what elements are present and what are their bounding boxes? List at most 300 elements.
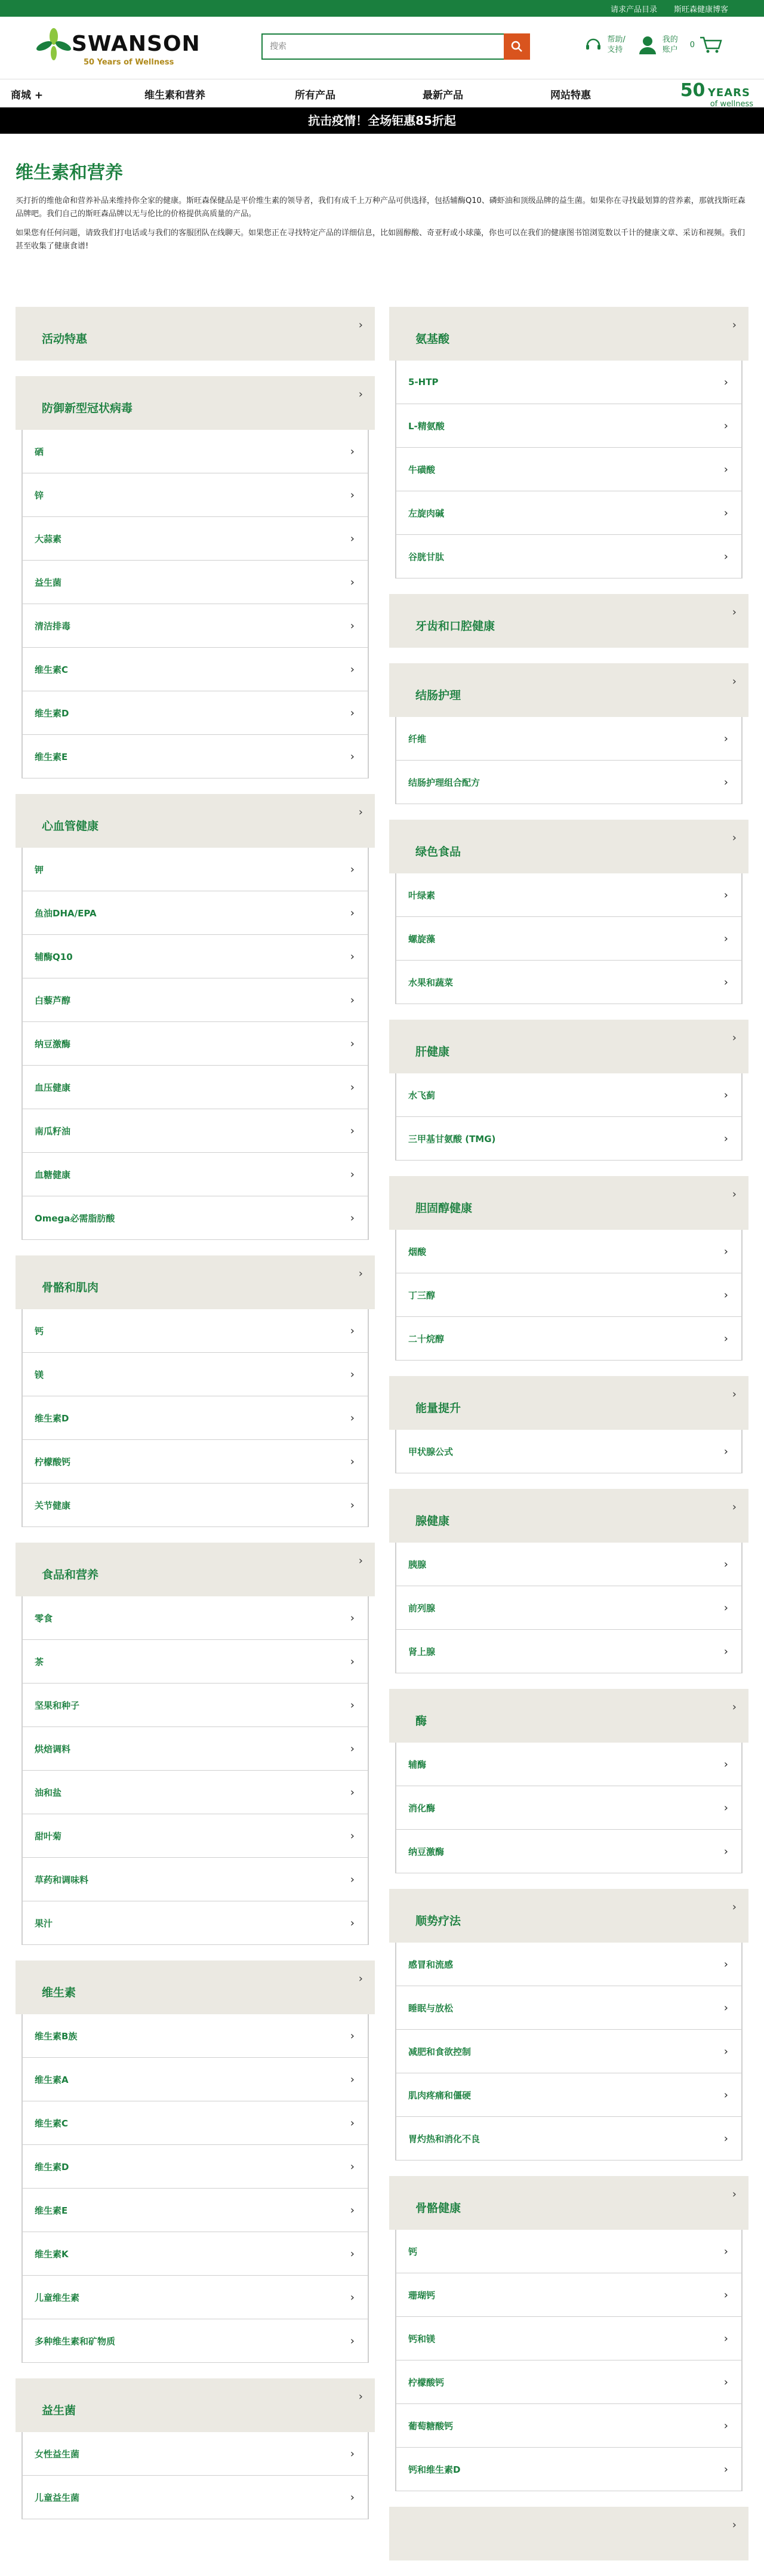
chevron-right-icon: ›: [723, 1558, 728, 1571]
subcategory-label: 辅酶Q10: [35, 951, 73, 962]
subcategory-label: 5-HTP: [408, 377, 439, 387]
chevron-right-icon: ›: [732, 832, 737, 844]
category-header[interactable]: [16, 307, 375, 361]
account-link[interactable]: [637, 35, 678, 55]
right-column: [389, 307, 748, 2576]
subcategory-label: 丁三醇: [408, 1289, 436, 1301]
chevron-right-icon: ›: [350, 1411, 355, 1424]
chevron-right-icon: ›: [350, 532, 355, 545]
subcategory-label: 珊瑚钙: [408, 2289, 436, 2301]
subcategory-label: 维生素E: [35, 751, 68, 762]
chevron-right-icon: ›: [350, 993, 355, 1007]
category-card: [389, 1176, 748, 1361]
chevron-right-icon: ›: [350, 2291, 355, 2304]
chevron-right-icon: ›: [732, 1901, 737, 1913]
subcategory-link[interactable]: [22, 978, 368, 1022]
chevron-right-icon: ›: [723, 1332, 728, 1345]
category-title: 牙齿和口腔健康: [415, 620, 495, 633]
category-header[interactable]: [389, 594, 748, 648]
category-card: [16, 794, 375, 1240]
subcategory-link[interactable]: [22, 848, 368, 891]
subcategory-label: 血压健康: [35, 1082, 71, 1093]
subcategory-label: 感冒和流感: [408, 1959, 454, 1970]
subcategory-link[interactable]: [22, 1771, 368, 1814]
category-card: [389, 2176, 748, 2491]
subcategory-link[interactable]: [396, 1273, 742, 1317]
subcategory-link[interactable]: [396, 1630, 742, 1673]
subcategory-label: 鱼油DHA/EPA: [35, 907, 97, 919]
category-title: 能量提升: [415, 1402, 461, 1415]
chevron-right-icon: ›: [350, 1916, 355, 1929]
category-title: 骨骼和肌肉: [42, 1281, 99, 1294]
subcategory-link[interactable]: [22, 1353, 368, 1396]
chevron-right-icon: ›: [723, 2288, 728, 2301]
subcategory-link[interactable]: [22, 891, 368, 935]
category-header[interactable]: [16, 376, 375, 430]
chevron-right-icon: ›: [350, 2116, 355, 2129]
category-card: [16, 1543, 375, 1945]
blog-link[interactable]: 斯旺森健康博客: [673, 5, 728, 14]
category-list: [21, 2432, 369, 2519]
subcategory-label: 儿童益生菌: [35, 2492, 80, 2503]
chevron-right-icon: ›: [732, 2519, 737, 2531]
subcategory-label: 白藜芦醇: [35, 995, 71, 1006]
subcategory-link[interactable]: [396, 535, 742, 578]
chevron-right-icon: ›: [350, 1168, 355, 1181]
subcategory-link[interactable]: [396, 1830, 742, 1873]
subcategory-label: 锌: [35, 490, 44, 501]
subcategory-link[interactable]: [22, 604, 368, 648]
chevron-right-icon: ›: [723, 1288, 728, 1301]
subcategory-label: 葡萄糖酸钙: [408, 2420, 454, 2432]
category-header[interactable]: [389, 1689, 748, 1743]
chevron-right-icon: ›: [350, 445, 355, 458]
subcategory-label: 结肠护理组合配方: [408, 777, 480, 788]
subcategory-label: 柠檬酸钙: [408, 2377, 445, 2388]
subcategory-link[interactable]: [396, 1943, 742, 1986]
subcategory-link[interactable]: [396, 2230, 742, 2273]
subcategory-link[interactable]: [22, 2276, 368, 2319]
chevron-right-icon: ›: [732, 319, 737, 331]
subcategory-link[interactable]: [22, 1814, 368, 1858]
fifty-years-badge: [680, 82, 753, 108]
chevron-right-icon: ›: [350, 575, 355, 589]
chevron-right-icon: ›: [358, 319, 363, 331]
header-actions: [584, 35, 722, 55]
subcategory-link[interactable]: [22, 1022, 368, 1066]
subcategory-link[interactable]: [22, 2189, 368, 2232]
subcategory-link[interactable]: [396, 917, 742, 961]
account-label-1: 我的: [662, 35, 678, 44]
category-list: [395, 361, 743, 578]
cart-count: 0: [689, 40, 695, 50]
subcategory-label: 清洁排毒: [35, 620, 71, 632]
subcategory-link[interactable]: [396, 1430, 742, 1473]
subcategory-link[interactable]: [22, 1109, 368, 1153]
subcategory-link[interactable]: [22, 2101, 368, 2145]
category-list: [395, 1430, 743, 1473]
subcategory-link[interactable]: [22, 561, 368, 604]
chevron-right-icon: ›: [350, 1873, 355, 1886]
category-list: [395, 873, 743, 1004]
subcategory-link[interactable]: [22, 2432, 368, 2476]
subcategory-link[interactable]: [22, 1684, 368, 1727]
category-header[interactable]: [389, 1489, 748, 1543]
category-card: [389, 1689, 748, 1873]
account-label-2: 账户: [662, 45, 678, 54]
chevron-right-icon: ›: [350, 2447, 355, 2460]
subcategory-link[interactable]: [396, 1986, 742, 2030]
category-title: 活动特惠: [42, 333, 88, 346]
nav-shop[interactable]: 商城 +: [11, 90, 44, 101]
subcategory-link[interactable]: [22, 648, 368, 691]
chevron-right-icon: ›: [723, 1245, 728, 1258]
chevron-right-icon: ›: [350, 1455, 355, 1468]
subcategory-link[interactable]: [22, 1066, 368, 1109]
chevron-right-icon: ›: [732, 1188, 737, 1201]
subcategory-label: 维生素E: [35, 2205, 68, 2216]
subcategory-label: 烘焙调料: [35, 1743, 71, 1755]
subcategory-label: 纳豆激酶: [408, 1846, 445, 1857]
subcategory-label: 维生素K: [35, 2248, 69, 2260]
subcategory-label: 烟酸: [408, 1246, 427, 1257]
subcategory-label: 儿童维生素: [35, 2292, 80, 2303]
subcategory-link[interactable]: [22, 2014, 368, 2058]
chevron-right-icon: ›: [350, 488, 355, 501]
chevron-right-icon: ›: [723, 2332, 728, 2345]
subcategory-label: 油和盐: [35, 1787, 62, 1798]
chevron-right-icon: ›: [350, 1611, 355, 1624]
chevron-right-icon: ›: [723, 463, 728, 476]
chevron-right-icon: ›: [350, 1698, 355, 1712]
category-card: [389, 1489, 748, 1673]
chevron-right-icon: ›: [723, 550, 728, 563]
category-title: 防御新型冠状病毒: [42, 402, 133, 415]
subcategory-link[interactable]: [22, 473, 368, 517]
subcategory-link[interactable]: [396, 1317, 742, 1361]
subcategory-link[interactable]: [396, 1230, 742, 1273]
user-icon: [637, 35, 658, 55]
subcategory-label: 前列腺: [408, 1602, 436, 1614]
chevron-right-icon: ›: [723, 1601, 728, 1614]
subcategory-label: 甲状腺公式: [408, 1446, 454, 1457]
chevron-right-icon: ›: [723, 2419, 728, 2432]
subcategory-link[interactable]: [396, 717, 742, 761]
category-columns: [0, 307, 764, 2576]
help-label-2: 支持: [607, 45, 623, 54]
nav-vitamins[interactable]: 维生素和营养: [144, 90, 205, 101]
chevron-right-icon: ›: [723, 2132, 728, 2145]
search-icon: [511, 41, 523, 53]
subcategory-link[interactable]: [22, 935, 368, 978]
category-title: 顺势疗法: [415, 1915, 461, 1928]
category-header[interactable]: [389, 820, 748, 873]
subcategory-link[interactable]: [22, 2058, 368, 2101]
category-title: 结肠护理: [415, 689, 461, 702]
category-title: 食品和营养: [42, 1568, 99, 1581]
subcategory-link[interactable]: [22, 1309, 368, 1353]
promo-banner[interactable]: 抗击疫情！全场钜惠85折起: [0, 107, 764, 134]
page-title: 维生素和营养: [16, 162, 123, 183]
category-list: [395, 1743, 743, 1873]
subcategory-label: 左旋肉碱: [408, 507, 445, 519]
subcategory-link[interactable]: [22, 2319, 368, 2363]
subcategory-label: 叶绿素: [408, 890, 436, 901]
category-list: [395, 717, 743, 804]
subcategory-label: 维生素C: [35, 2118, 69, 2129]
logo[interactable]: [36, 27, 201, 69]
cart-link[interactable]: [690, 36, 722, 54]
brand-name: SWANSON: [72, 32, 201, 56]
subcategory-label: 减肥和食欲控制: [408, 2046, 472, 2057]
category-card: [389, 2507, 748, 2560]
subcategory-label: 镁: [35, 1369, 44, 1380]
chevron-right-icon: ›: [723, 1445, 728, 1458]
category-header[interactable]: [389, 1376, 748, 1430]
chevron-right-icon: ›: [358, 1972, 363, 1985]
subcategory-link[interactable]: [22, 1396, 368, 1440]
subcategory-link[interactable]: [22, 1596, 368, 1640]
chevron-right-icon: ›: [723, 1758, 728, 1771]
subcategory-label: 胰腺: [408, 1559, 427, 1570]
category-header[interactable]: [16, 794, 375, 848]
subcategory-link[interactable]: [22, 1727, 368, 1771]
chevron-right-icon: ›: [723, 1958, 728, 1971]
subcategory-label: 钾: [35, 864, 44, 875]
category-card: [389, 663, 748, 804]
category-header[interactable]: [16, 1543, 375, 1596]
chevron-right-icon: ›: [723, 732, 728, 745]
subcategory-label: 关节健康: [35, 1500, 71, 1511]
chevron-right-icon: ›: [350, 1124, 355, 1137]
subcategory-link[interactable]: [396, 1743, 742, 1786]
subcategory-label: 螺旋藻: [408, 933, 436, 944]
subcategory-link[interactable]: [396, 361, 742, 404]
subcategory-link[interactable]: [396, 2073, 742, 2117]
subcategory-label: 柠檬酸钙: [35, 1456, 71, 1467]
chevron-right-icon: ›: [350, 1081, 355, 1094]
category-card: [16, 2378, 375, 2519]
chevron-right-icon: ›: [350, 1211, 355, 1224]
chevron-right-icon: ›: [358, 806, 363, 818]
subcategory-label: 零食: [35, 1612, 53, 1624]
chevron-right-icon: ›: [350, 863, 355, 876]
subcategory-label: 维生素D: [35, 2161, 69, 2172]
subcategory-link[interactable]: [396, 2448, 742, 2491]
subcategory-label: 辅酶: [408, 1759, 427, 1770]
category-card: [389, 1020, 748, 1161]
category-header[interactable]: [389, 1020, 748, 1073]
subcategory-link[interactable]: [396, 2360, 742, 2404]
chevron-right-icon: ›: [358, 388, 363, 401]
category-header[interactable]: [389, 1889, 748, 1943]
category-list: [395, 1230, 743, 1361]
subcategory-link[interactable]: [396, 2317, 742, 2360]
subcategory-link[interactable]: [22, 1858, 368, 1901]
category-header[interactable]: [16, 1961, 375, 2014]
subcategory-link[interactable]: [396, 761, 742, 804]
chevron-right-icon: ›: [350, 1655, 355, 1668]
brand-tagline: 50 Years of Wellness: [84, 58, 174, 67]
nav-new-products[interactable]: 最新产品: [423, 90, 463, 101]
chevron-right-icon: ›: [732, 1701, 737, 1713]
cart-icon: [700, 36, 722, 54]
chevron-right-icon: ›: [732, 1388, 737, 1401]
subcategory-label: 二十烷醇: [408, 1333, 445, 1344]
subcategory-link[interactable]: [22, 1440, 368, 1484]
subcategory-link[interactable]: [22, 1196, 368, 1240]
subcategory-link[interactable]: [22, 691, 368, 735]
subcategory-link[interactable]: [396, 1586, 742, 1630]
nav-all-products[interactable]: 所有产品: [295, 90, 335, 101]
subcategory-link[interactable]: [396, 2404, 742, 2448]
chevron-right-icon: ›: [732, 1501, 737, 1513]
subcategory-link[interactable]: [22, 430, 368, 473]
chevron-right-icon: ›: [723, 2245, 728, 2258]
chevron-right-icon: ›: [723, 2463, 728, 2476]
category-list: [395, 1943, 743, 2160]
search-button[interactable]: [504, 33, 530, 60]
help-icon: [584, 36, 602, 54]
chevron-right-icon: ›: [350, 619, 355, 632]
help-label-1: 帮助/: [607, 35, 626, 44]
category-list: [21, 2014, 369, 2363]
subcategory-label: 多种维生素和矿物质: [35, 2335, 116, 2347]
chevron-right-icon: ›: [350, 1742, 355, 1755]
subcategory-label: 南瓜籽油: [35, 1125, 71, 1137]
chevron-right-icon: ›: [732, 1032, 737, 1044]
category-card: [389, 594, 748, 648]
subcategory-link[interactable]: [396, 873, 742, 917]
subcategory-label: 维生素A: [35, 2074, 69, 2085]
category-title: 维生素: [42, 1986, 76, 1999]
subcategory-link[interactable]: [22, 1640, 368, 1684]
chevron-right-icon: ›: [723, 975, 728, 989]
chevron-right-icon: ›: [350, 2073, 355, 2086]
category-header[interactable]: [16, 2378, 375, 2432]
catalog-link[interactable]: 请求产品目录: [610, 5, 657, 14]
category-card: [389, 1376, 748, 1473]
category-title: 腺健康: [415, 1515, 450, 1528]
category-list: [21, 430, 369, 778]
category-list: [395, 1543, 743, 1673]
category-card: [389, 820, 748, 1004]
subcategory-link[interactable]: [396, 1073, 742, 1117]
chevron-right-icon: ›: [358, 1267, 363, 1280]
subcategory-link[interactable]: [22, 735, 368, 778]
left-column: [16, 307, 375, 2576]
subcategory-link[interactable]: [396, 2117, 742, 2160]
chevron-right-icon: ›: [358, 2390, 363, 2403]
chevron-right-icon: ›: [723, 2088, 728, 2101]
subcategory-label: 维生素B族: [35, 2030, 78, 2042]
subcategory-label: 水飞蓟: [408, 1090, 436, 1101]
category-header[interactable]: [389, 307, 748, 361]
search-input[interactable]: [261, 33, 504, 60]
subcategory-link[interactable]: [22, 1153, 368, 1196]
subcategory-link[interactable]: [22, 1484, 368, 1527]
search-bar: [261, 33, 530, 60]
chevron-right-icon: ›: [350, 906, 355, 919]
subcategory-link[interactable]: [396, 491, 742, 535]
subcategory-link[interactable]: [396, 2030, 742, 2073]
subcategory-label: 维生素D: [35, 707, 69, 719]
category-header[interactable]: [389, 663, 748, 717]
chevron-right-icon: ›: [732, 675, 737, 688]
subcategory-link[interactable]: [22, 517, 368, 561]
category-header[interactable]: [389, 1176, 748, 1230]
category-card: [16, 376, 375, 778]
chevron-right-icon: ›: [350, 1829, 355, 1842]
category-header[interactable]: [389, 2176, 748, 2230]
subcategory-label: L-精氨酸: [408, 420, 445, 432]
category-card: [16, 307, 375, 361]
chevron-right-icon: ›: [350, 2247, 355, 2260]
chevron-right-icon: ›: [350, 1324, 355, 1337]
category-header[interactable]: [16, 1255, 375, 1309]
chevron-right-icon: ›: [350, 1037, 355, 1050]
subcategory-label: 消化酶: [408, 1802, 436, 1814]
subcategory-link[interactable]: [22, 1901, 368, 1945]
nav-site-deals[interactable]: 网站特惠: [550, 90, 591, 101]
chevron-right-icon: ›: [723, 419, 728, 432]
subcategory-link[interactable]: [396, 404, 742, 448]
intro-section: [0, 134, 764, 253]
subcategory-link[interactable]: [396, 448, 742, 491]
intro-paragraph-1: 买打折的维他命和营养补品来维持你全家的健康。斯旺森保健品是平价维生素的领导者，我们有成千上万种产品可供选择，包括辅酶Q10、磷虾油和顶级品牌的益生菌。如果你在寻找最划算的营养素，那就找斯旺森品牌吧。我们自己的斯旺森品牌以无与伦比的价格提供高质量的产品。: [16, 196, 745, 218]
chevron-right-icon: ›: [350, 2029, 355, 2042]
subcategory-label: 果汁: [35, 1918, 53, 1929]
subcategory-link[interactable]: [396, 1117, 742, 1161]
category-list: [395, 2230, 743, 2491]
chevron-right-icon: ›: [723, 1088, 728, 1101]
subcategory-link[interactable]: [396, 2273, 742, 2317]
category-title: 绿色食品: [415, 845, 461, 858]
chevron-right-icon: ›: [723, 376, 728, 389]
chevron-right-icon: ›: [723, 932, 728, 945]
chevron-right-icon: ›: [358, 1555, 363, 1567]
category-card: [389, 1889, 748, 2160]
subcategory-label: Omega必需脂肪酸: [35, 1212, 115, 1224]
subcategory-label: 益生菌: [35, 577, 62, 588]
subcategory-label: 肾上腺: [408, 1646, 436, 1657]
subcategory-link[interactable]: [396, 1786, 742, 1830]
chevron-right-icon: ›: [350, 1368, 355, 1381]
subcategory-label: 血糖健康: [35, 1169, 71, 1180]
subcategory-link[interactable]: [396, 961, 742, 1004]
chevron-right-icon: ›: [723, 2375, 728, 2389]
chevron-right-icon: ›: [350, 2160, 355, 2173]
subcategory-label: 钙: [35, 1325, 44, 1337]
category-header[interactable]: [389, 2507, 748, 2560]
top-bar: [0, 0, 764, 17]
help-link[interactable]: [584, 35, 625, 55]
subcategory-label: 钙: [408, 2246, 418, 2257]
chevron-right-icon: ›: [350, 706, 355, 719]
subcategory-label: 维生素C: [35, 664, 69, 675]
subcategory-label: 胃灼热和消化不良: [408, 2133, 480, 2144]
subcategory-label: 肌肉疼痛和僵硬: [408, 2089, 472, 2101]
subcategory-link[interactable]: [396, 1543, 742, 1586]
chevron-right-icon: ›: [723, 2001, 728, 2014]
chevron-right-icon: ›: [723, 1132, 728, 1145]
subcategory-link[interactable]: [22, 2476, 368, 2519]
subcategory-link[interactable]: [22, 2145, 368, 2189]
category-title: 胆固醇健康: [415, 1202, 473, 1215]
subcategory-label: 钙和维生素D: [408, 2464, 461, 2475]
subcategory-link[interactable]: [22, 2232, 368, 2276]
subcategory-label: 草药和调味料: [35, 1874, 89, 1885]
